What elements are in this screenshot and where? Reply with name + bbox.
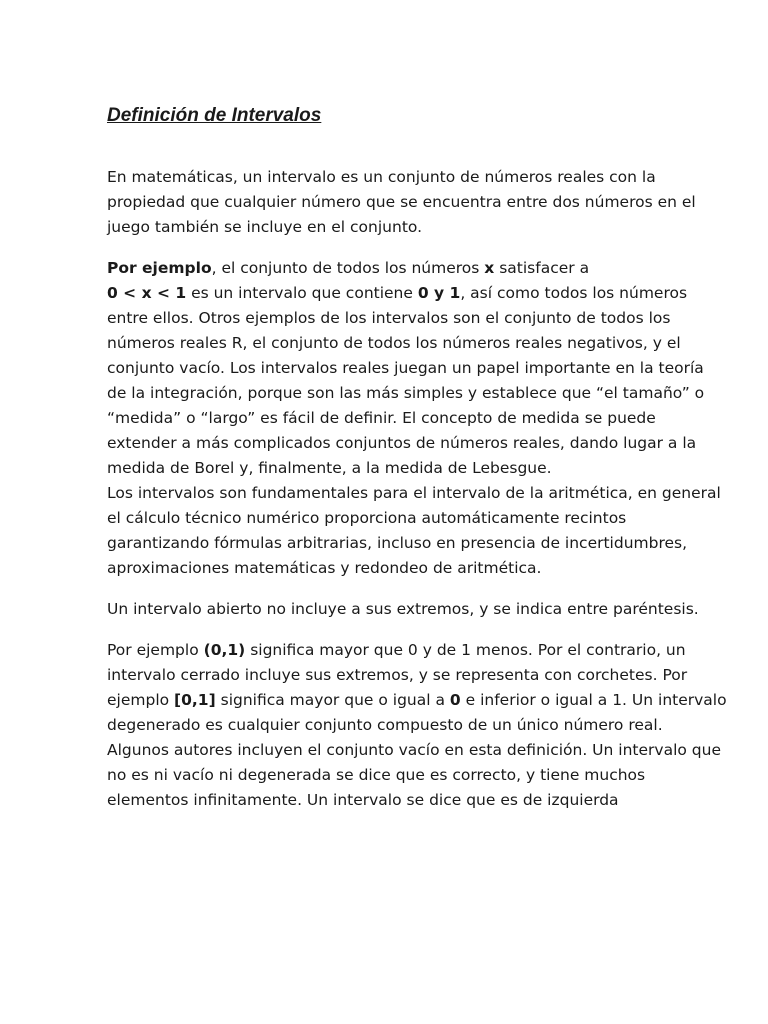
example-text-1: , el conjunto de todos los números xyxy=(211,259,485,277)
example-lead: Por ejemplo xyxy=(107,259,212,277)
paragraph-closed-interval xyxy=(107,638,728,813)
closed-text-1: Por ejemplo xyxy=(107,641,204,659)
closed-text-4: e inferior o igual a 1. Un intervalo degenerado es cualquier conjunto compuesto de un único número real. Algunos autores incluyen el conjunto vacío en esta definición. Un intervalo que no es ni vacío ni degenerada se dice que es correcto, y tiene muchos elementos infinitamente. Un intervalo se dice que es de izquierda xyxy=(107,691,727,809)
closed-text-2: significa mayor que 0 y de 1 menos. Por el contrario, un intervalo cerrado incluye sus extremos, y se representa con corchetes. Por ejemplo xyxy=(107,641,688,709)
inequality: 0 < x < 1 xyxy=(107,284,187,302)
closed-text-3: significa mayor que o igual a xyxy=(215,691,450,709)
paragraph-example xyxy=(107,256,728,481)
zero-value: 0 xyxy=(449,691,461,709)
paragraph-arithmetic: Los intervalos son fundamentales para el intervalo de la aritmética, en general el cálculo técnico numérico proporciona automáticamente recintos garantizando fórmulas arbitrarias, incluso en presencia de incertidumbres, aproximaciones matemáticas y redondeo de aritmética. xyxy=(107,484,721,577)
paragraph-open-interval: Un intervalo abierto no incluye a sus extremos, y se indica entre paréntesis. xyxy=(107,600,699,618)
paragraph-definition: En matemáticas, un intervalo es un conjunto de números reales con la propiedad que cualquier número que se encuentra entre dos números en el juego también se incluye en el conjunto. xyxy=(107,168,696,236)
example-text-2: satisfacer a xyxy=(494,259,590,277)
closed-interval-notation: [0,1] xyxy=(174,691,216,709)
example-text-4: , así como todos los números entre ellos. Otros ejemplos de los intervalos son el conjunto de todos los números reales R, el conjunto de todos los números reales negativos, y el conjunto vacío. Los intervalos reales juegan un papel importante en la teoría de la integración, porque son las más simples y establece que “el tamaño” o “medida” o “largo” es fácil de definir. El concepto de medida se puede extender a más complicados conjuntos de números reales, dando lugar a la medida de Borel y, finalmente, a la medida de Lebesgue. xyxy=(107,284,705,477)
variable-x: x xyxy=(484,259,495,277)
example-text-3: es un intervalo que contiene xyxy=(186,284,418,302)
interval-ends: 0 y 1 xyxy=(417,284,461,302)
open-interval-notation: (0,1) xyxy=(203,641,246,659)
document-title: Definición de Intervalos xyxy=(107,105,322,126)
